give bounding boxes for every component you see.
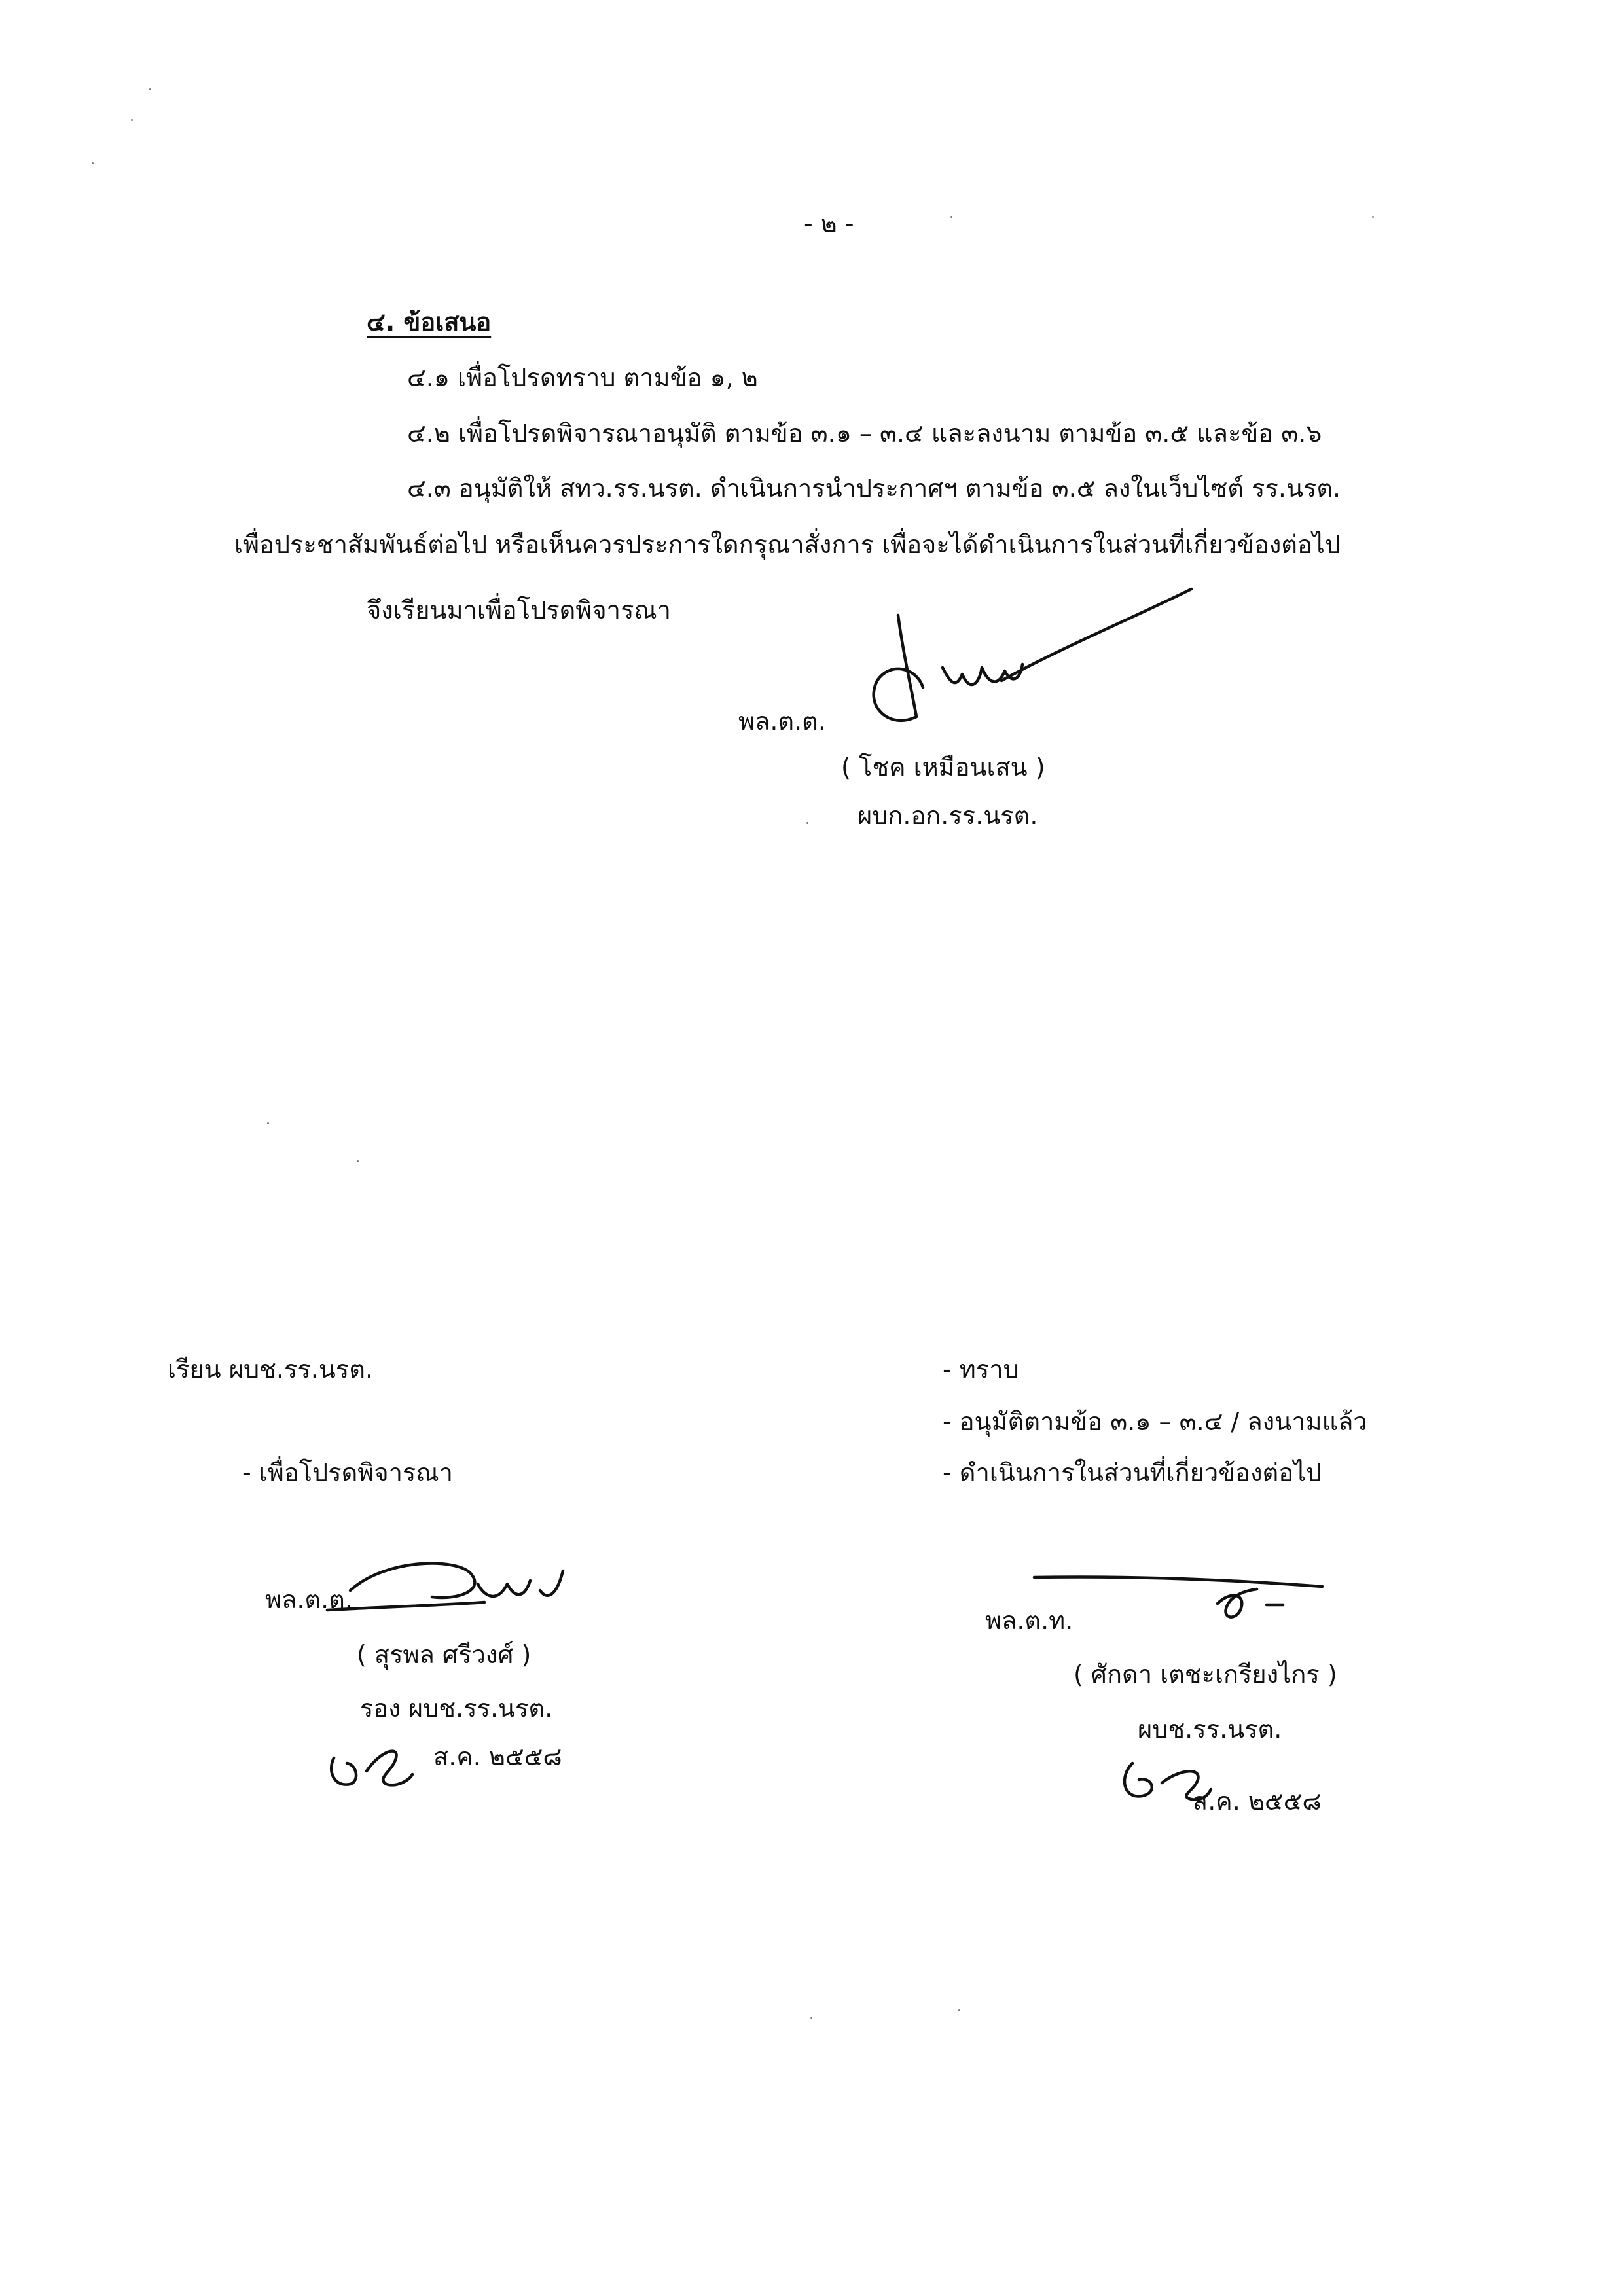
signer-main-position: ผบก.อก.รร.นรต. — [857, 801, 1038, 830]
closing-sentence: จึงเรียนมาเพื่อโปรดพิจารณา — [367, 596, 671, 624]
scan-speck — [806, 822, 808, 824]
left-note-purpose: - เพื่อโปรดพิจารณา — [242, 1458, 453, 1487]
right-note-line-2: - อนุมัติตามข้อ ๓.๑ – ๓.๔ / ลงนามแล้ว — [943, 1407, 1367, 1436]
scan-speck — [950, 216, 952, 218]
left-note-to: เรียน ผบช.รร.นรต. — [168, 1355, 374, 1384]
right-note-date: ส.ค. ๒๕๕๘ — [1193, 1787, 1322, 1816]
page-number: - ๒ - — [804, 209, 854, 238]
scan-speck — [357, 1160, 359, 1162]
proposal-item-3-line-2: เพื่อประชาสัมพันธ์ต่อไป หรือเห็นควรประการใดกรุณาสั่งการ เพื่อจะได้ดำเนินการในส่วนที่เกี่ยวข้องต่อไป — [234, 530, 1341, 559]
signer-main-rank: พล.ต.ต. — [738, 707, 826, 736]
signer-main-name: ( โชค เหมือนเสน ) — [841, 753, 1045, 781]
right-note-position: ผบช.รร.นรต. — [1138, 1715, 1282, 1744]
scan-speck — [92, 162, 94, 164]
section-heading: ๔. ข้อเสนอ — [367, 308, 492, 336]
left-note-rank: พล.ต.ต. — [265, 1585, 353, 1614]
scan-speck — [267, 1122, 269, 1124]
right-note-line-1: - ทราบ — [943, 1355, 1019, 1384]
right-note-rank: พล.ต.ท. — [985, 1606, 1074, 1635]
signature-main — [851, 576, 1218, 746]
scan-speck — [1372, 216, 1374, 218]
proposal-item-2: ๔.๒ เพื่อโปรดพิจารณาอนุมัติ ตามข้อ ๓.๑ – ๓.๔ และลงนาม ตามข้อ ๓.๕ และข้อ ๓.๖ — [407, 419, 1322, 448]
scan-speck — [149, 88, 151, 90]
proposal-item-1: ๔.๑ เพื่อโปรดทราบ ตามข้อ ๑, ๒ — [407, 363, 758, 392]
scan-speck — [958, 2009, 960, 2011]
proposal-item-3-line-1: ๔.๓ อนุมัติให้ สทว.รร.นรต. ดำเนินการนำประกาศฯ ตามข้อ ๓.๕ ลงในเว็บไซต์ รร.นรต. — [407, 474, 1341, 503]
left-note-date: ส.ค. ๒๕๕๘ — [433, 1742, 562, 1771]
left-note-position: รอง ผบช.รร.นรต. — [360, 1694, 553, 1723]
left-note-day-handwritten — [321, 1725, 419, 1797]
right-note-name: ( ศักดา เตชะเกรียงไกร ) — [1074, 1660, 1337, 1689]
right-note-line-3: - ดำเนินการในส่วนที่เกี่ยวข้องต่อไป — [943, 1458, 1322, 1487]
scan-speck — [131, 119, 133, 121]
scan-speck — [810, 2017, 812, 2019]
left-note-name: ( สุรพล ศรีวงศ์ ) — [357, 1640, 532, 1669]
